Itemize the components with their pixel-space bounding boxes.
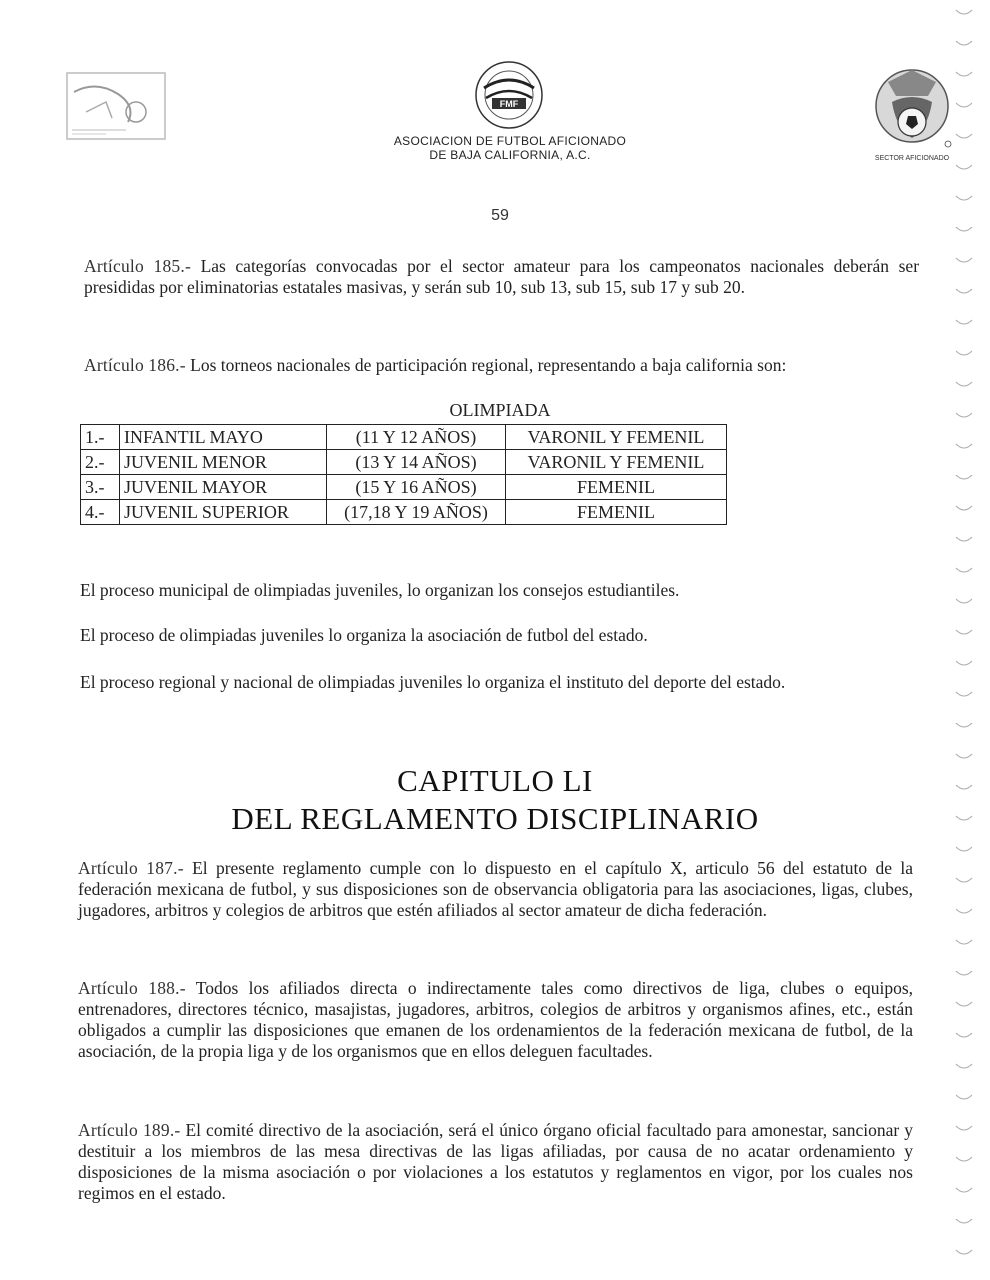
scan-mark — [956, 444, 972, 448]
page-number: 59 — [491, 207, 509, 224]
scan-mark — [956, 413, 972, 417]
scan-mark — [956, 103, 972, 107]
note-municipal: El proceso municipal de olimpiadas juveniles, lo organizan los consejos estudiantiles. — [80, 580, 680, 600]
scan-mark — [956, 1002, 972, 1006]
article-label: Artículo — [78, 1120, 138, 1140]
article-188 — [78, 978, 913, 1062]
row-number: 2.- — [81, 450, 120, 475]
article-text: Los torneos nacionales de participación regional, representando a baja california son: — [190, 355, 787, 375]
scan-edge-marks — [952, 0, 982, 1280]
article-189 — [78, 1120, 913, 1204]
table-caption: OLIMPIADA — [449, 400, 551, 420]
article-label: Artículo — [78, 978, 138, 998]
org-line-1: ASOCIACION DE FUTBOL AFICIONADO — [393, 134, 627, 148]
row-number: 4.- — [81, 500, 120, 525]
row-category: JUVENIL MAYOR — [120, 475, 327, 500]
row-gender: VARONIL Y FEMENIL — [506, 450, 727, 475]
chapter-heading — [180, 762, 810, 838]
article-text: Las categorías convocadas por el sector amateur para los campeonatos nacionales deberán ser presididas por eliminatorias estatales masivas, y serán sub 10, sub 13, sub 15, sub 17 y sub 20. — [84, 256, 920, 297]
scan-mark — [956, 754, 972, 758]
article-number: 186.- — [148, 355, 186, 375]
scan-mark — [956, 940, 972, 944]
scan-mark — [956, 196, 972, 200]
scan-mark — [956, 227, 972, 231]
row-category: JUVENIL SUPERIOR — [120, 500, 327, 525]
article-number: 187.- — [146, 858, 184, 878]
scan-mark — [956, 537, 972, 541]
note-state: El proceso de olimpiadas juveniles lo organiza la asociación de futbol del estado. — [80, 625, 648, 645]
article-number: 189.- — [142, 1120, 181, 1140]
article-label: Artículo — [84, 256, 144, 276]
article-text: El presente reglamento cumple con lo dispuesto en el capítulo X, articulo 56 del estatuto de la federación mexicana de futbol, y sus disposiciones son de observancia obligatoria para las asociaciones, ligas, clubes, jugadores, arbitros y colegios de arbitros que estén afiliados al sector amateur de dicha federación. — [78, 858, 913, 920]
note-regional: El proceso regional y nacional de olimpiadas juveniles lo organiza el instituto del deporte del estado. — [80, 672, 786, 692]
scan-mark — [956, 971, 972, 975]
scan-mark — [956, 1095, 972, 1099]
article-label: Artículo — [78, 858, 138, 878]
scan-mark — [956, 506, 972, 510]
scan-mark — [956, 816, 972, 820]
scan-mark — [956, 630, 972, 634]
scan-mark — [956, 10, 972, 14]
scan-mark — [956, 1157, 972, 1161]
scan-mark — [956, 1250, 972, 1254]
scan-mark — [956, 1064, 972, 1068]
scan-mark — [956, 289, 972, 293]
olimpiada-table — [80, 424, 727, 525]
table-row — [81, 475, 727, 500]
scan-mark — [956, 134, 972, 138]
seal-text: FMF — [499, 99, 519, 109]
crest-caption: SECTOR AFICIONADO — [874, 155, 950, 162]
scan-mark — [956, 661, 972, 665]
table-row — [81, 425, 727, 450]
scan-mark — [956, 723, 972, 727]
table-row — [81, 500, 727, 525]
row-ages: (13 Y 14 AÑOS) — [327, 450, 506, 475]
scan-mark — [956, 909, 972, 913]
scan-mark — [956, 599, 972, 603]
scan-mark — [956, 1188, 972, 1192]
row-gender: FEMENIL — [506, 475, 727, 500]
article-187 — [78, 858, 913, 921]
article-number: 188.- — [148, 978, 186, 998]
federation-crest-icon — [868, 62, 956, 166]
article-label: Artículo — [84, 355, 144, 375]
row-number: 3.- — [81, 475, 120, 500]
scan-mark — [956, 878, 972, 882]
article-186 — [84, 355, 919, 376]
row-category: JUVENIL MENOR — [120, 450, 327, 475]
scan-mark — [956, 1126, 972, 1130]
scan-mark — [956, 41, 972, 45]
article-text: Todos los afiliados directa o indirectamente tales como directivos de liga, clubes o equipos, entrenadores, directores técnico, masajistas, jugadores, arbitros, colegios de arbitros y organismos afines, etc., están obligados a cumplir las disposiciones que emanen de los ordenamientos de la federación mexicana de futbol, de la asociación, de la propia liga y de los organismos que en ellos deleguen facultades. — [78, 978, 914, 1061]
organization-name — [340, 134, 680, 162]
row-ages: (17,18 Y 19 AÑOS) — [327, 500, 506, 525]
chapter-title: DEL REGLAMENTO DISCIPLINARIO — [231, 801, 759, 836]
scan-mark — [956, 320, 972, 324]
row-category: INFANTIL MAYO — [120, 425, 327, 450]
league-logo-icon — [66, 72, 166, 140]
scan-mark — [956, 351, 972, 355]
scan-mark — [956, 1219, 972, 1223]
scan-mark — [956, 847, 972, 851]
article-number: 185.- — [153, 256, 191, 276]
row-number: 1.- — [81, 425, 120, 450]
table-row — [81, 450, 727, 475]
article-text: El comité directivo de la asociación, será el único órgano oficial facultado para amonestar, sancionar y destituir a los miembros de las mesa directivas de las ligas afiliadas, por causa de no acatar ordenamiento y disposiciones de la misma asociación o por violaciones a los estatutos y reglamentos en vigor, por los cuales nos regimos en el estado. — [78, 1120, 914, 1203]
scan-mark — [956, 568, 972, 572]
scan-mark — [956, 382, 972, 386]
row-ages: (15 Y 16 AÑOS) — [327, 475, 506, 500]
fmf-seal-icon — [470, 58, 548, 132]
org-line-2: DE BAJA CALIFORNIA, A.C. — [429, 148, 591, 162]
scan-mark — [956, 785, 972, 789]
scan-mark — [956, 72, 972, 76]
scan-mark — [956, 475, 972, 479]
scan-mark — [956, 258, 972, 262]
row-gender: FEMENIL — [506, 500, 727, 525]
scan-mark — [956, 1033, 972, 1037]
scan-mark — [956, 692, 972, 696]
scan-mark — [956, 165, 972, 169]
article-185 — [84, 256, 919, 298]
chapter-number: CAPITULO LI — [397, 763, 593, 798]
row-gender: VARONIL Y FEMENIL — [506, 425, 727, 450]
row-ages: (11 Y 12 AÑOS) — [327, 425, 506, 450]
